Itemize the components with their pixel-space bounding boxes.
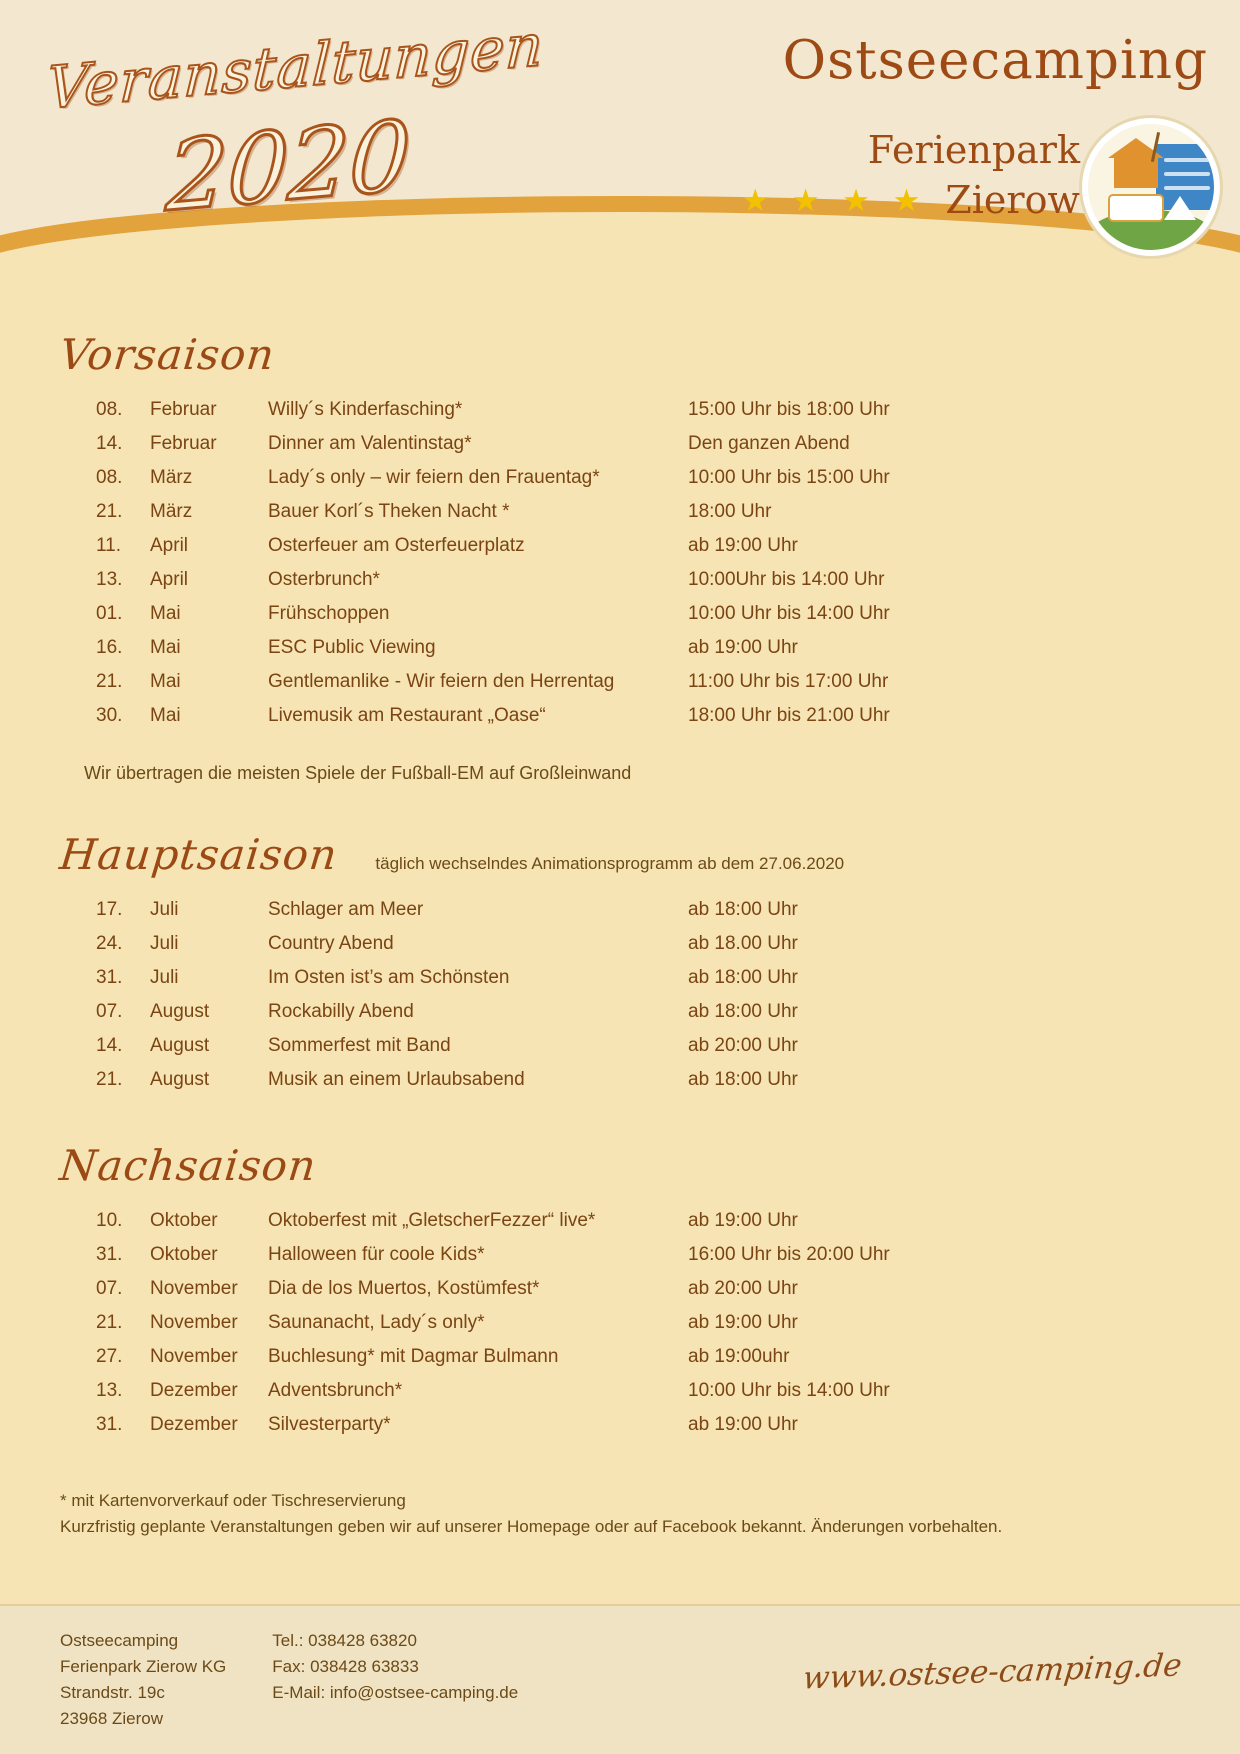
event-time: ab 18:00 Uhr bbox=[688, 1001, 798, 1022]
section-header-vorsaison bbox=[57, 330, 1180, 379]
section-title: Hauptsaison bbox=[57, 830, 340, 879]
event-title: ESC Public Viewing bbox=[268, 637, 436, 658]
event-title: Bauer Korl´s Theken Nacht * bbox=[268, 501, 510, 522]
event-time: 10:00 Uhr bis 14:00 Uhr bbox=[688, 603, 890, 624]
star-rating-icon: ★ ★ ★ ★ bbox=[741, 182, 928, 218]
event-day: 14. bbox=[96, 1035, 123, 1056]
event-day: 21. bbox=[96, 1312, 123, 1333]
event-day: 31. bbox=[96, 1414, 123, 1435]
footer-address bbox=[60, 1628, 226, 1732]
table-row bbox=[96, 461, 948, 495]
event-month: Juli bbox=[150, 933, 179, 954]
address-line-2: Ferienpark Zierow KG bbox=[60, 1657, 227, 1676]
table-row bbox=[96, 1029, 948, 1063]
event-title: Im Osten ist’s am Schönsten bbox=[268, 967, 510, 988]
table-row bbox=[96, 1204, 948, 1238]
address-line-3: Strandstr. 19c bbox=[60, 1683, 165, 1702]
event-title: Buchlesung* mit Dagmar Bulmann bbox=[268, 1346, 559, 1367]
table-row bbox=[96, 665, 948, 699]
event-time: 18:00 Uhr bis 21:00 Uhr bbox=[688, 705, 890, 726]
event-month: Februar bbox=[150, 399, 217, 420]
table-row bbox=[96, 995, 948, 1029]
event-time: ab 20:00 Uhr bbox=[688, 1035, 798, 1056]
event-day: 11. bbox=[96, 535, 122, 556]
event-title: Gentlemanlike - Wir feiern den Herrentag bbox=[268, 671, 615, 692]
events-table-hauptsaison bbox=[96, 893, 948, 1097]
event-time: ab 19:00 Uhr bbox=[688, 1414, 798, 1435]
event-day: 21. bbox=[96, 501, 123, 522]
logo-wave bbox=[1164, 158, 1210, 162]
event-month: Juli bbox=[150, 899, 179, 920]
table-row bbox=[96, 597, 948, 631]
event-title: Musik an einem Urlaubsabend bbox=[268, 1069, 525, 1090]
event-time: ab 18:00 Uhr bbox=[688, 967, 798, 988]
table-row bbox=[96, 1374, 948, 1408]
event-title: Dia de los Muertos, Kostümfest* bbox=[268, 1278, 540, 1299]
table-row bbox=[96, 1408, 948, 1442]
event-title: Schlager am Meer bbox=[268, 899, 424, 920]
event-month: Oktober bbox=[150, 1210, 218, 1231]
section-header-hauptsaison bbox=[57, 830, 1180, 879]
table-row bbox=[96, 961, 948, 995]
event-time: 10:00 Uhr bis 14:00 Uhr bbox=[688, 1380, 890, 1401]
table-row bbox=[96, 893, 948, 927]
event-title: Country Abend bbox=[268, 933, 394, 954]
event-time: ab 18.00 Uhr bbox=[688, 933, 798, 954]
footer-contact bbox=[272, 1628, 518, 1732]
event-day: 07. bbox=[96, 1278, 123, 1299]
event-time: ab 19:00 Uhr bbox=[688, 637, 798, 658]
event-title: Sommerfest mit Band bbox=[268, 1035, 451, 1056]
events-table-nachsaison bbox=[96, 1204, 948, 1442]
section-note: täglich wechselndes Animationsprogramm ab dem 27.06.2020 bbox=[375, 854, 845, 873]
table-row bbox=[96, 699, 948, 733]
event-month: Oktober bbox=[150, 1244, 218, 1265]
event-time: 10:00 Uhr bis 15:00 Uhr bbox=[688, 467, 890, 488]
event-time: ab 19:00uhr bbox=[688, 1346, 790, 1367]
event-time: 16:00 Uhr bis 20:00 Uhr bbox=[688, 1244, 890, 1265]
event-day: 13. bbox=[96, 1380, 123, 1401]
event-time: ab 19:00 Uhr bbox=[688, 1210, 798, 1231]
event-time: ab 19:00 Uhr bbox=[688, 535, 798, 556]
brand-rating-row bbox=[741, 178, 1080, 222]
event-time: ab 20:00 Uhr bbox=[688, 1278, 798, 1299]
event-day: 16. bbox=[96, 637, 123, 658]
event-title: Rockabilly Abend bbox=[268, 1001, 414, 1022]
event-day: 31. bbox=[96, 1244, 123, 1265]
phone-line: Tel.: 038428 63820 bbox=[272, 1631, 417, 1650]
event-month: August bbox=[150, 1069, 210, 1090]
logo-wave bbox=[1164, 186, 1210, 190]
event-title: Adventsbrunch* bbox=[268, 1380, 403, 1401]
table-row bbox=[96, 529, 948, 563]
event-day: 17. bbox=[96, 899, 123, 920]
event-day: 27. bbox=[96, 1346, 123, 1367]
event-time: 18:00 Uhr bbox=[688, 501, 772, 522]
event-month: November bbox=[150, 1346, 238, 1367]
page-content bbox=[0, 282, 1240, 1541]
event-month: April bbox=[150, 569, 189, 590]
event-time: Den ganzen Abend bbox=[688, 433, 850, 454]
table-row bbox=[96, 393, 948, 427]
event-title: Saunanacht, Lady´s only* bbox=[268, 1312, 485, 1333]
event-time: 11:00 Uhr bis 17:00 Uhr bbox=[688, 671, 889, 692]
table-row bbox=[96, 631, 948, 665]
headline-year: 2020 bbox=[163, 99, 414, 234]
event-day: 24. bbox=[96, 933, 123, 954]
table-row bbox=[96, 495, 948, 529]
event-title: Oktoberfest mit „GletscherFezzer“ live* bbox=[268, 1210, 596, 1231]
event-month: März bbox=[150, 467, 193, 488]
event-month: August bbox=[150, 1035, 210, 1056]
logo-wave bbox=[1164, 172, 1210, 176]
event-title: Osterfeuer am Osterfeuerplatz bbox=[268, 535, 525, 556]
event-month: November bbox=[150, 1278, 238, 1299]
page-footer bbox=[0, 1604, 1240, 1754]
event-month: April bbox=[150, 535, 189, 556]
page-title bbox=[45, 10, 646, 248]
event-month: Mai bbox=[150, 705, 181, 726]
event-month: Dezember bbox=[150, 1414, 238, 1435]
fax-line: Fax: 038428 63833 bbox=[272, 1657, 419, 1676]
brand-place: Zierow bbox=[945, 178, 1080, 222]
event-title: Silvesterparty* bbox=[268, 1414, 391, 1435]
event-day: 13. bbox=[96, 569, 123, 590]
event-month: Juli bbox=[150, 967, 179, 988]
event-title: Willy´s Kinderfasching* bbox=[268, 399, 463, 420]
event-title: Dinner am Valentinstag* bbox=[268, 433, 472, 454]
events-table-vorsaison bbox=[96, 393, 948, 733]
address-line-1: Ostseecamping bbox=[60, 1631, 179, 1650]
table-row bbox=[96, 1272, 948, 1306]
event-day: 21. bbox=[96, 1069, 123, 1090]
event-day: 14. bbox=[96, 433, 123, 454]
event-month: Mai bbox=[150, 671, 181, 692]
event-month: Februar bbox=[150, 433, 217, 454]
event-month: August bbox=[150, 1001, 210, 1022]
logo-caravan bbox=[1108, 194, 1164, 222]
event-title: Osterbrunch* bbox=[268, 569, 380, 590]
table-row bbox=[96, 1063, 948, 1097]
event-day: 08. bbox=[96, 399, 123, 420]
table-row bbox=[96, 427, 948, 461]
event-title: Livemusik am Restaurant „Oase“ bbox=[268, 705, 546, 726]
event-title: Halloween für coole Kids* bbox=[268, 1244, 485, 1265]
section-title: Vorsaison bbox=[57, 330, 278, 379]
table-row bbox=[96, 1340, 948, 1374]
event-day: 08. bbox=[96, 467, 123, 488]
event-month: November bbox=[150, 1312, 238, 1333]
event-time: ab 18:00 Uhr bbox=[688, 1069, 798, 1090]
event-month: Mai bbox=[150, 637, 181, 658]
event-day: 31. bbox=[96, 967, 123, 988]
footnotes bbox=[60, 1488, 1180, 1541]
table-row bbox=[96, 563, 948, 597]
event-day: 10. bbox=[96, 1210, 123, 1231]
event-time: ab 18:00 Uhr bbox=[688, 899, 798, 920]
email-line[interactable]: E-Mail: info@ostsee-camping.de bbox=[272, 1683, 519, 1702]
event-time: 15:00 Uhr bis 18:00 Uhr bbox=[688, 399, 890, 420]
footnote-line-1: * mit Kartenvorverkauf oder Tischreservierung bbox=[60, 1491, 406, 1510]
event-title: Lady´s only – wir feiern den Frauentag* bbox=[268, 467, 600, 488]
event-title: Frühschoppen bbox=[268, 603, 390, 624]
page-header bbox=[0, 0, 1240, 282]
table-row bbox=[96, 927, 948, 961]
event-day: 01. bbox=[96, 603, 123, 624]
event-month: Dezember bbox=[150, 1380, 238, 1401]
event-month: Mai bbox=[150, 603, 181, 624]
event-time: 10:00Uhr bis 14:00 Uhr bbox=[688, 569, 885, 590]
address-line-4: 23968 Zierow bbox=[60, 1709, 164, 1728]
section-title: Nachsaison bbox=[57, 1141, 319, 1190]
table-row bbox=[96, 1306, 948, 1340]
section-header-nachsaison bbox=[57, 1141, 1180, 1190]
event-day: 30. bbox=[96, 705, 123, 726]
logo-tent bbox=[1164, 196, 1196, 220]
website-url[interactable]: www.ostsee-camping.de bbox=[801, 1647, 1184, 1697]
event-day: 21. bbox=[96, 671, 123, 692]
ostseecamping-logo-icon bbox=[1082, 118, 1220, 256]
table-row bbox=[96, 1238, 948, 1272]
em-broadcast-note: Wir übertragen die meisten Spiele der Fußball-EM auf Großleinwand bbox=[84, 763, 632, 783]
brand-title: Ostseecamping bbox=[782, 30, 1208, 91]
event-time: ab 19:00 Uhr bbox=[688, 1312, 798, 1333]
event-month: März bbox=[150, 501, 193, 522]
footnote-line-2: Kurzfristig geplante Veranstaltungen geben wir auf unserer Homepage oder auf Facebook bekannt. Änderungen vorbehalten. bbox=[60, 1517, 1003, 1537]
headline-line1: Veranstaltungen bbox=[45, 10, 546, 123]
event-day: 07. bbox=[96, 1001, 123, 1022]
brand-subtitle: Ferienpark bbox=[867, 128, 1080, 172]
